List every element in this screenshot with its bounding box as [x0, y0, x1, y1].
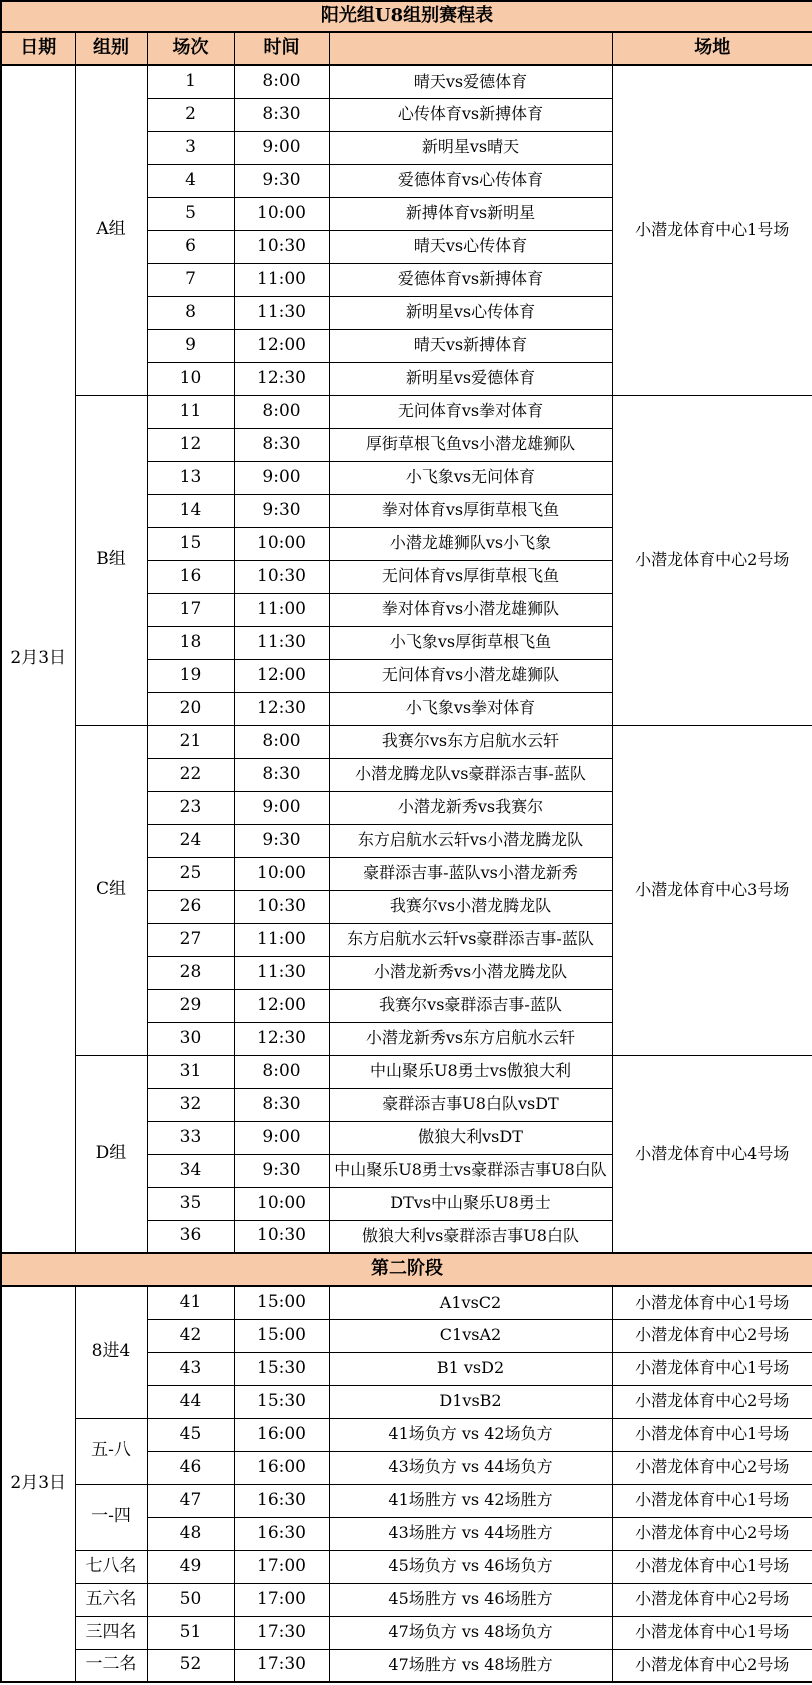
match-no-cell: 17	[147, 593, 234, 626]
match-no-cell: 29	[147, 989, 234, 1022]
teams-cell: 45场胜方 vs 46场胜方	[329, 1583, 612, 1616]
teams-cell: 小飞象vs无问体育	[329, 461, 612, 494]
time-cell: 16:00	[234, 1418, 329, 1451]
teams-cell: 43场胜方 vs 44场胜方	[329, 1517, 612, 1550]
col-header-group: 组别	[75, 32, 147, 65]
time-cell: 12:30	[234, 692, 329, 725]
time-cell: 8:00	[234, 395, 329, 428]
time-cell: 11:30	[234, 626, 329, 659]
teams-cell: 中山聚乐U8勇士vs傲狼大利	[329, 1055, 612, 1088]
time-cell: 9:00	[234, 131, 329, 164]
col-header-time: 时间	[234, 32, 329, 65]
venue-cell: 小潜龙体育中心4号场	[612, 1055, 812, 1253]
teams-cell: 心传体育vs新搏体育	[329, 98, 612, 131]
teams-cell: 无问体育vs厚街草根飞鱼	[329, 560, 612, 593]
time-cell: 15:00	[234, 1286, 329, 1319]
time-cell: 10:30	[234, 1220, 329, 1253]
match-no-cell: 15	[147, 527, 234, 560]
time-cell: 9:30	[234, 824, 329, 857]
table-row	[1, 1484, 812, 1517]
group-cell: B组	[75, 395, 147, 725]
teams-cell: 豪群添吉事-蓝队vs小潜龙新秀	[329, 857, 612, 890]
time-cell: 8:30	[234, 428, 329, 461]
date-cell: 2月3日	[1, 65, 75, 1253]
teams-cell: 43场负方 vs 44场负方	[329, 1451, 612, 1484]
time-cell: 8:30	[234, 758, 329, 791]
match-no-cell: 8	[147, 296, 234, 329]
col-header-teams	[329, 32, 612, 65]
col-header-date: 日期	[1, 32, 75, 65]
time-cell: 9:00	[234, 1121, 329, 1154]
time-cell: 15:00	[234, 1319, 329, 1352]
teams-cell: 晴天vs新搏体育	[329, 329, 612, 362]
table-row	[1, 65, 812, 98]
teams-cell: 中山聚乐U8勇士vs豪群添吉事U8白队	[329, 1154, 612, 1187]
match-no-cell: 31	[147, 1055, 234, 1088]
group-cell: 五六名	[75, 1583, 147, 1616]
table-row	[1, 1418, 812, 1451]
time-cell: 10:00	[234, 527, 329, 560]
teams-cell: 东方启航水云轩vs豪群添吉事-蓝队	[329, 923, 612, 956]
teams-cell: 我赛尔vs小潜龙腾龙队	[329, 890, 612, 923]
match-no-cell: 50	[147, 1583, 234, 1616]
teams-cell: 无问体育vs小潜龙雄狮队	[329, 659, 612, 692]
match-no-cell: 33	[147, 1121, 234, 1154]
match-no-cell: 10	[147, 362, 234, 395]
teams-cell: 小潜龙新秀vs小潜龙腾龙队	[329, 956, 612, 989]
stage2-title: 第二阶段	[1, 1253, 812, 1286]
match-no-cell: 20	[147, 692, 234, 725]
time-cell: 17:00	[234, 1550, 329, 1583]
time-cell: 9:30	[234, 1154, 329, 1187]
teams-cell: 新搏体育vs新明星	[329, 197, 612, 230]
match-no-cell: 1	[147, 65, 234, 98]
time-cell: 9:30	[234, 164, 329, 197]
group-cell: 五-八	[75, 1418, 147, 1484]
time-cell: 12:30	[234, 1022, 329, 1055]
teams-cell: 晴天vs心传体育	[329, 230, 612, 263]
group-cell: 三四名	[75, 1616, 147, 1649]
time-cell: 10:30	[234, 230, 329, 263]
table-row	[1, 1616, 812, 1649]
table-row	[1, 32, 812, 65]
match-no-cell: 4	[147, 164, 234, 197]
venue-cell: 小潜龙体育中心1号场	[612, 1484, 812, 1517]
teams-cell: 47场负方 vs 48场负方	[329, 1616, 612, 1649]
teams-cell: 41场胜方 vs 42场胜方	[329, 1484, 612, 1517]
table-row	[1, 1550, 812, 1583]
match-no-cell: 19	[147, 659, 234, 692]
time-cell: 11:00	[234, 923, 329, 956]
match-no-cell: 14	[147, 494, 234, 527]
match-no-cell: 26	[147, 890, 234, 923]
match-no-cell: 9	[147, 329, 234, 362]
time-cell: 10:30	[234, 560, 329, 593]
group-cell: 一-四	[75, 1484, 147, 1550]
venue-cell: 小潜龙体育中心2号场	[612, 395, 812, 725]
match-no-cell: 18	[147, 626, 234, 659]
group-cell: A组	[75, 65, 147, 395]
time-cell: 8:30	[234, 98, 329, 131]
teams-cell: 小潜龙新秀vs东方启航水云轩	[329, 1022, 612, 1055]
match-no-cell: 23	[147, 791, 234, 824]
venue-cell: 小潜龙体育中心2号场	[612, 1319, 812, 1352]
match-no-cell: 30	[147, 1022, 234, 1055]
match-no-cell: 22	[147, 758, 234, 791]
venue-cell: 小潜龙体育中心1号场	[612, 1418, 812, 1451]
time-cell: 12:00	[234, 329, 329, 362]
teams-cell: 新明星vs晴天	[329, 131, 612, 164]
table-row	[1, 1253, 812, 1286]
venue-cell: 小潜龙体育中心1号场	[612, 65, 812, 395]
time-cell: 10:00	[234, 857, 329, 890]
venue-cell: 小潜龙体育中心3号场	[612, 725, 812, 1055]
time-cell: 12:00	[234, 659, 329, 692]
match-no-cell: 45	[147, 1418, 234, 1451]
teams-cell: 拳对体育vs厚街草根飞鱼	[329, 494, 612, 527]
time-cell: 15:30	[234, 1385, 329, 1418]
venue-cell: 小潜龙体育中心2号场	[612, 1517, 812, 1550]
teams-cell: 小飞象vs拳对体育	[329, 692, 612, 725]
teams-cell: D1vsB2	[329, 1385, 612, 1418]
group-cell: D组	[75, 1055, 147, 1253]
teams-cell: 傲狼大利vs豪群添吉事U8白队	[329, 1220, 612, 1253]
match-no-cell: 43	[147, 1352, 234, 1385]
group-cell: 8进4	[75, 1286, 147, 1418]
time-cell: 11:30	[234, 956, 329, 989]
table-row	[1, 1649, 812, 1682]
time-cell: 9:00	[234, 461, 329, 494]
time-cell: 12:30	[234, 362, 329, 395]
match-no-cell: 41	[147, 1286, 234, 1319]
match-no-cell: 51	[147, 1616, 234, 1649]
match-no-cell: 6	[147, 230, 234, 263]
teams-cell: 新明星vs爱德体育	[329, 362, 612, 395]
match-no-cell: 35	[147, 1187, 234, 1220]
teams-cell: DTvs中山聚乐U8勇士	[329, 1187, 612, 1220]
col-header-venue: 场地	[612, 32, 812, 65]
teams-cell: C1vsA2	[329, 1319, 612, 1352]
time-cell: 9:00	[234, 791, 329, 824]
teams-cell: 小潜龙腾龙队vs豪群添吉事-蓝队	[329, 758, 612, 791]
time-cell: 11:30	[234, 296, 329, 329]
match-no-cell: 3	[147, 131, 234, 164]
match-no-cell: 24	[147, 824, 234, 857]
teams-cell: 小潜龙新秀vs我赛尔	[329, 791, 612, 824]
table-row	[1, 395, 812, 428]
teams-cell: 新明星vs心传体育	[329, 296, 612, 329]
venue-cell: 小潜龙体育中心2号场	[612, 1385, 812, 1418]
time-cell: 16:00	[234, 1451, 329, 1484]
group-cell: 一二名	[75, 1649, 147, 1682]
time-cell: 17:30	[234, 1649, 329, 1682]
teams-cell: 爱德体育vs心传体育	[329, 164, 612, 197]
teams-cell: 拳对体育vs小潜龙雄狮队	[329, 593, 612, 626]
teams-cell: A1vsC2	[329, 1286, 612, 1319]
schedule-table-body	[1, 1, 812, 1682]
table-row	[1, 1, 812, 32]
match-no-cell: 44	[147, 1385, 234, 1418]
teams-cell: 爱德体育vs新搏体育	[329, 263, 612, 296]
time-cell: 10:30	[234, 890, 329, 923]
time-cell: 17:30	[234, 1616, 329, 1649]
match-no-cell: 7	[147, 263, 234, 296]
teams-cell: 我赛尔vs东方启航水云轩	[329, 725, 612, 758]
venue-cell: 小潜龙体育中心2号场	[612, 1649, 812, 1682]
match-no-cell: 52	[147, 1649, 234, 1682]
time-cell: 8:30	[234, 1088, 329, 1121]
teams-cell: 小飞象vs厚街草根飞鱼	[329, 626, 612, 659]
teams-cell: 东方启航水云轩vs小潜龙腾龙队	[329, 824, 612, 857]
match-no-cell: 27	[147, 923, 234, 956]
match-no-cell: 5	[147, 197, 234, 230]
date-cell: 2月3日	[1, 1286, 75, 1682]
venue-cell: 小潜龙体育中心2号场	[612, 1451, 812, 1484]
time-cell: 8:00	[234, 725, 329, 758]
teams-cell: 47场胜方 vs 48场胜方	[329, 1649, 612, 1682]
teams-cell: 傲狼大利vsDT	[329, 1121, 612, 1154]
teams-cell: 厚街草根飞鱼vs小潜龙雄狮队	[329, 428, 612, 461]
match-no-cell: 32	[147, 1088, 234, 1121]
teams-cell: 41场负方 vs 42场负方	[329, 1418, 612, 1451]
group-cell: 七八名	[75, 1550, 147, 1583]
time-cell: 11:00	[234, 593, 329, 626]
venue-cell: 小潜龙体育中心2号场	[612, 1583, 812, 1616]
time-cell: 17:00	[234, 1583, 329, 1616]
table-row	[1, 725, 812, 758]
venue-cell: 小潜龙体育中心1号场	[612, 1616, 812, 1649]
time-cell: 10:00	[234, 1187, 329, 1220]
match-no-cell: 2	[147, 98, 234, 131]
match-no-cell: 16	[147, 560, 234, 593]
match-no-cell: 48	[147, 1517, 234, 1550]
page-title: 阳光组U8组别赛程表	[1, 1, 812, 32]
match-no-cell: 12	[147, 428, 234, 461]
time-cell: 16:30	[234, 1484, 329, 1517]
time-cell: 15:30	[234, 1352, 329, 1385]
table-row	[1, 1583, 812, 1616]
time-cell: 9:30	[234, 494, 329, 527]
group-cell: C组	[75, 725, 147, 1055]
teams-cell: 小潜龙雄狮队vs小飞象	[329, 527, 612, 560]
time-cell: 12:00	[234, 989, 329, 1022]
match-no-cell: 11	[147, 395, 234, 428]
teams-cell: 45场负方 vs 46场负方	[329, 1550, 612, 1583]
table-row	[1, 1286, 812, 1319]
match-no-cell: 13	[147, 461, 234, 494]
teams-cell: 我赛尔vs豪群添吉事-蓝队	[329, 989, 612, 1022]
match-no-cell: 49	[147, 1550, 234, 1583]
time-cell: 11:00	[234, 263, 329, 296]
match-no-cell: 42	[147, 1319, 234, 1352]
match-no-cell: 46	[147, 1451, 234, 1484]
venue-cell: 小潜龙体育中心1号场	[612, 1286, 812, 1319]
col-header-match-no: 场次	[147, 32, 234, 65]
teams-cell: 无问体育vs拳对体育	[329, 395, 612, 428]
teams-cell: 豪群添吉事U8白队vsDT	[329, 1088, 612, 1121]
match-no-cell: 25	[147, 857, 234, 890]
time-cell: 10:00	[234, 197, 329, 230]
table-row	[1, 1055, 812, 1088]
teams-cell: B1 vsD2	[329, 1352, 612, 1385]
match-no-cell: 47	[147, 1484, 234, 1517]
time-cell: 8:00	[234, 65, 329, 98]
time-cell: 8:00	[234, 1055, 329, 1088]
match-no-cell: 28	[147, 956, 234, 989]
venue-cell: 小潜龙体育中心1号场	[612, 1550, 812, 1583]
venue-cell: 小潜龙体育中心1号场	[612, 1352, 812, 1385]
match-no-cell: 36	[147, 1220, 234, 1253]
teams-cell: 晴天vs爱德体育	[329, 65, 612, 98]
time-cell: 16:30	[234, 1517, 329, 1550]
match-no-cell: 34	[147, 1154, 234, 1187]
match-no-cell: 21	[147, 725, 234, 758]
